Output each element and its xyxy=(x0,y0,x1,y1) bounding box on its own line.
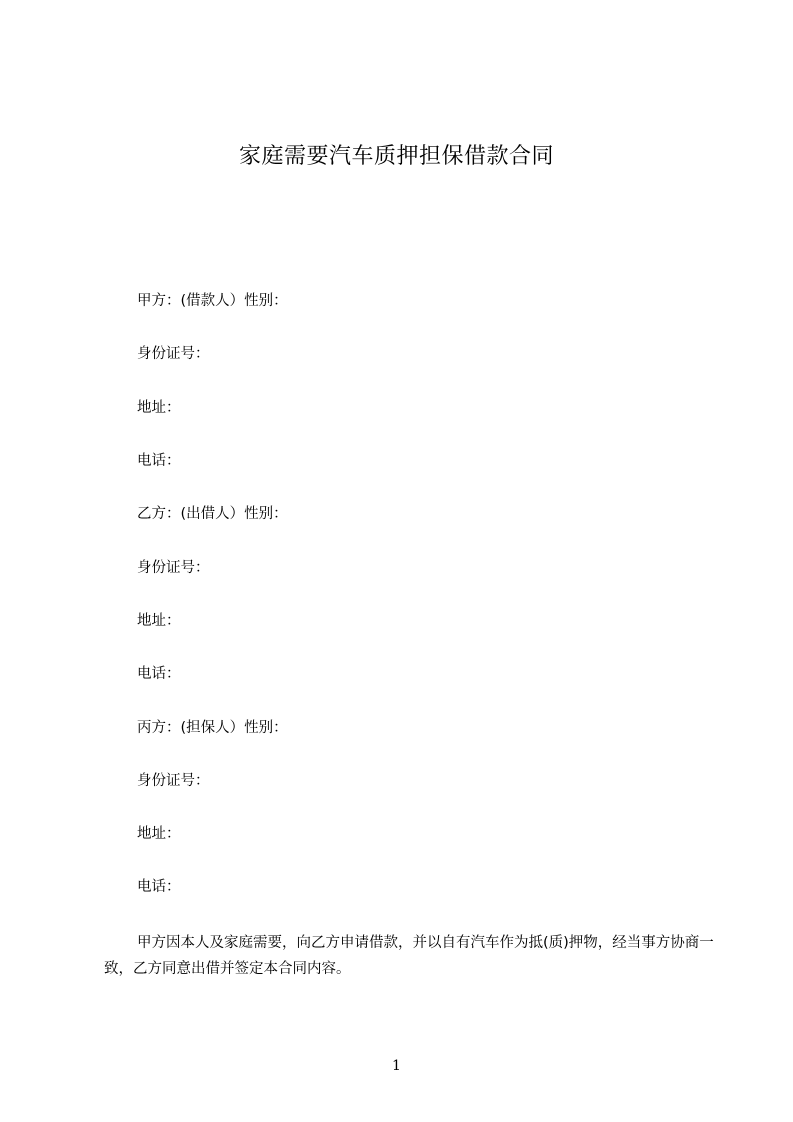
party-b-id-label: 身份证号： xyxy=(137,560,210,576)
party-b-address-label: 地址： xyxy=(137,613,181,629)
party-c-id-label: 身份证号： xyxy=(137,773,210,789)
party-c-label: 丙方：(担保人）性别： xyxy=(137,720,288,736)
party-a-phone-label: 电话： xyxy=(137,453,181,469)
party-b-label: 乙方：(出借人）性别： xyxy=(137,506,288,522)
party-b-phone-label: 电话： xyxy=(137,666,181,682)
party-a-address-label: 地址： xyxy=(137,400,181,416)
intro-paragraph: 甲方因本人及家庭需要，向乙方申请借款，并以自有汽车作为抵(质)押物，经当事方协商一致，乙方同意出借并签定本合同内容。 xyxy=(104,935,714,977)
document-title: 家庭需要汽车质押担保借款合同 xyxy=(238,144,554,169)
page-number: 1 xyxy=(392,1058,401,1074)
party-a-label: 甲方：(借款人）性别： xyxy=(137,293,288,309)
party-c-phone-label: 电话： xyxy=(137,879,181,895)
party-c-address-label: 地址： xyxy=(137,826,181,842)
party-a-id-label: 身份证号： xyxy=(137,346,210,362)
